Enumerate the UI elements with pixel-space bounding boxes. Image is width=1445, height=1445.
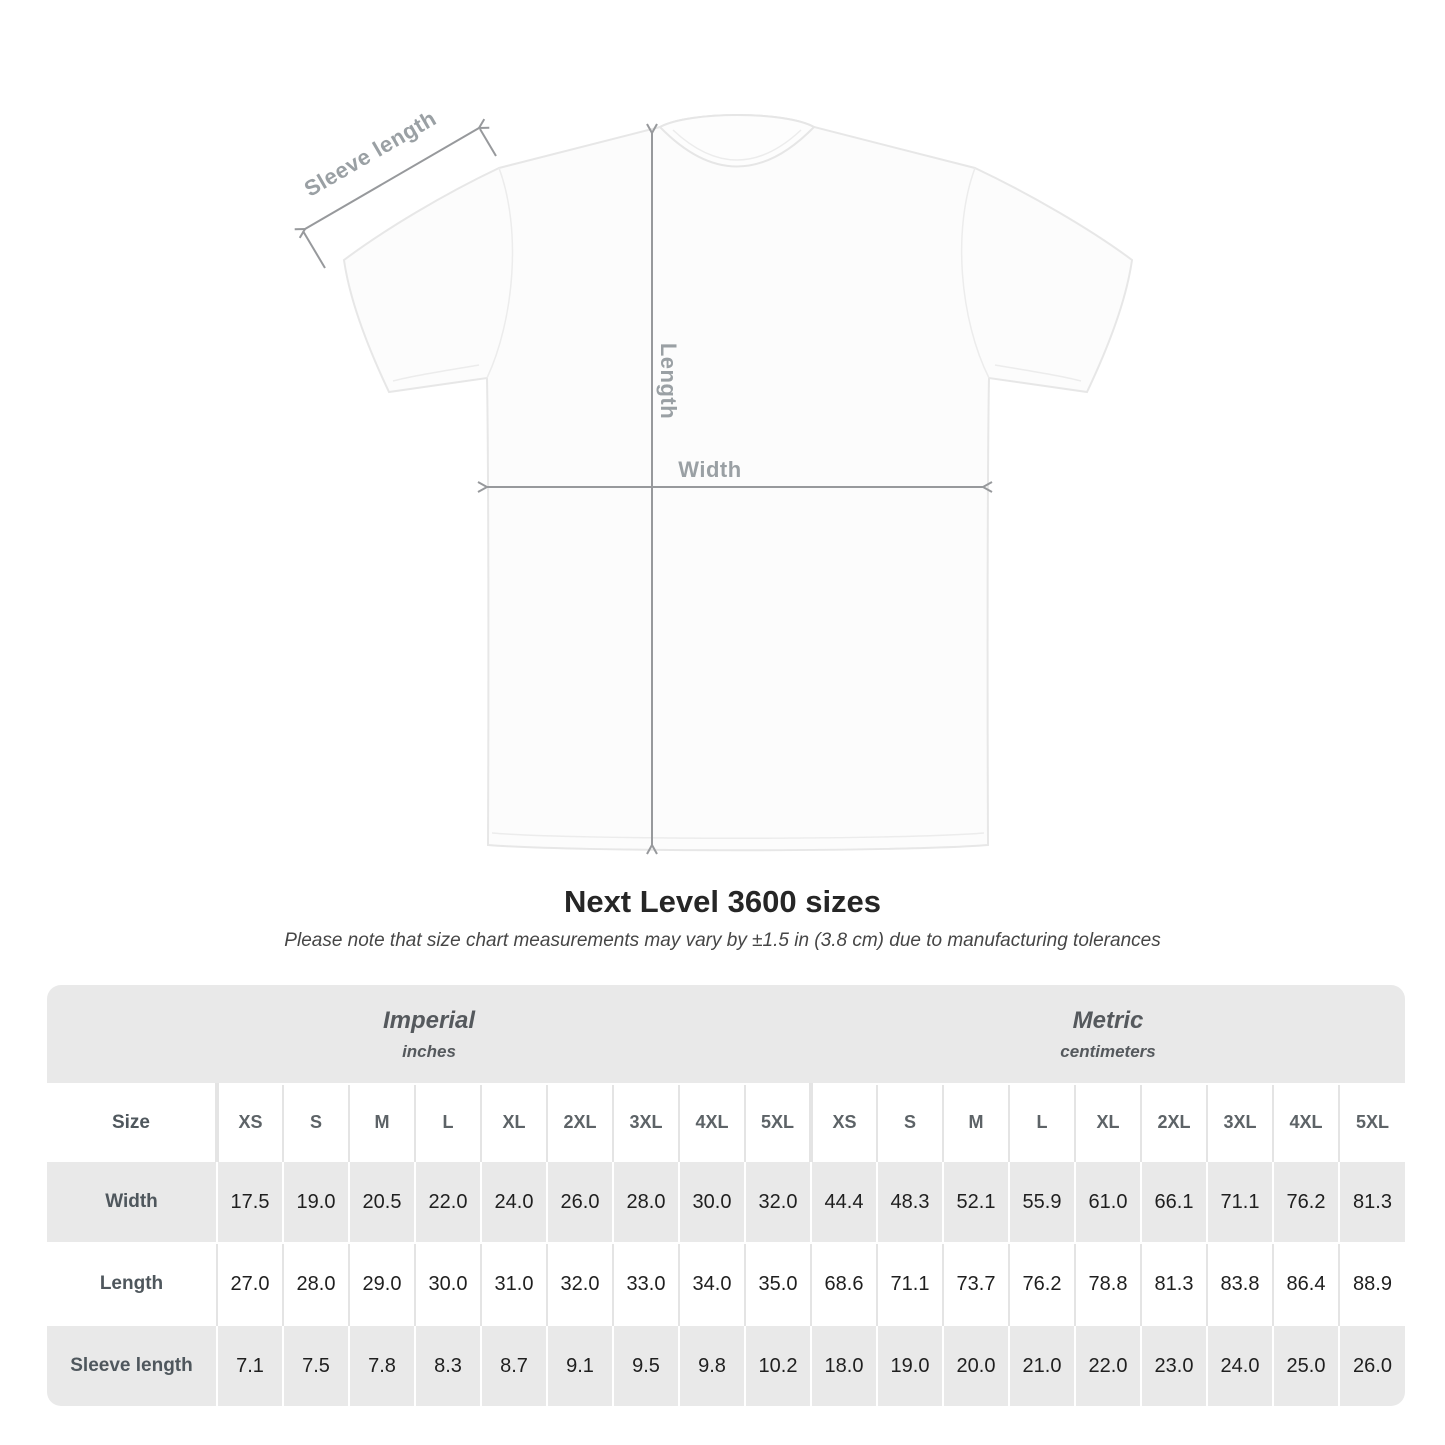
size-table bbox=[47, 985, 1405, 1406]
value-cell-metric: 68.6 bbox=[811, 1243, 877, 1325]
value-cell-metric: 88.9 bbox=[1339, 1243, 1405, 1325]
size-table-body bbox=[47, 1161, 1405, 1406]
value-cell-metric: 81.3 bbox=[1339, 1161, 1405, 1243]
value-cell-metric: 19.0 bbox=[877, 1325, 943, 1406]
row-label: Width bbox=[47, 1161, 217, 1243]
value-cell-metric: 44.4 bbox=[811, 1161, 877, 1243]
value-cell-imperial: 35.0 bbox=[745, 1243, 811, 1325]
size-col-header-imperial: S bbox=[283, 1084, 349, 1161]
size-header-label: Size bbox=[47, 1084, 217, 1161]
value-cell-metric: 71.1 bbox=[1207, 1161, 1273, 1243]
page-title: Next Level 3600 sizes bbox=[563, 884, 882, 919]
value-cell-imperial: 7.8 bbox=[349, 1325, 415, 1406]
width-label: Width bbox=[678, 457, 742, 482]
sleeve-length-label: Sleeve length bbox=[299, 105, 441, 202]
row-label: Length bbox=[47, 1243, 217, 1325]
value-cell-imperial: 9.1 bbox=[547, 1325, 613, 1406]
value-cell-metric: 83.8 bbox=[1207, 1243, 1273, 1325]
size-col-header-metric: S bbox=[877, 1084, 943, 1161]
size-col-header-metric: M bbox=[943, 1084, 1009, 1161]
size-col-header-metric: L bbox=[1009, 1084, 1075, 1161]
value-cell-metric: 71.1 bbox=[877, 1243, 943, 1325]
size-header-row bbox=[47, 1084, 1405, 1161]
size-col-header-imperial: XS bbox=[217, 1084, 283, 1161]
value-cell-imperial: 7.1 bbox=[217, 1325, 283, 1406]
value-cell-metric: 76.2 bbox=[1273, 1161, 1339, 1243]
value-cell-metric: 78.8 bbox=[1075, 1243, 1141, 1325]
value-cell-imperial: 24.0 bbox=[481, 1161, 547, 1243]
value-cell-metric: 55.9 bbox=[1009, 1161, 1075, 1243]
heading-block bbox=[0, 884, 1445, 952]
page-subtitle: Please note that size chart measurements may vary by ±1.5 in (3.8 cm) due to manufacturing tolerances bbox=[284, 930, 1161, 951]
size-col-header-imperial: L bbox=[415, 1084, 481, 1161]
value-cell-imperial: 34.0 bbox=[679, 1243, 745, 1325]
size-col-header-metric: XS bbox=[811, 1084, 877, 1161]
imperial-group-label: Imperial bbox=[382, 1006, 476, 1034]
row-label: Sleeve length bbox=[47, 1325, 217, 1406]
value-cell-imperial: 19.0 bbox=[283, 1161, 349, 1243]
size-col-header-metric: 5XL bbox=[1339, 1084, 1405, 1161]
size-col-header-metric: XL bbox=[1075, 1084, 1141, 1161]
value-cell-imperial: 28.0 bbox=[613, 1161, 679, 1243]
tshirt-body bbox=[344, 115, 1132, 850]
sleeve-arrow-extension-lower bbox=[303, 231, 325, 268]
value-cell-imperial: 30.0 bbox=[415, 1243, 481, 1325]
value-cell-metric: 61.0 bbox=[1075, 1161, 1141, 1243]
size-col-header-metric: 3XL bbox=[1207, 1084, 1273, 1161]
value-cell-metric: 81.3 bbox=[1141, 1243, 1207, 1325]
value-cell-imperial: 32.0 bbox=[745, 1161, 811, 1243]
value-cell-imperial: 31.0 bbox=[481, 1243, 547, 1325]
value-cell-imperial: 8.7 bbox=[481, 1325, 547, 1406]
size-col-header-metric: 4XL bbox=[1273, 1084, 1339, 1161]
value-cell-imperial: 17.5 bbox=[217, 1161, 283, 1243]
sleeve-arrow-extension-upper bbox=[480, 129, 496, 156]
value-cell-imperial: 9.8 bbox=[679, 1325, 745, 1406]
value-cell-imperial: 33.0 bbox=[613, 1243, 679, 1325]
measurement-row bbox=[47, 1161, 1405, 1243]
value-cell-metric: 22.0 bbox=[1075, 1325, 1141, 1406]
value-cell-metric: 18.0 bbox=[811, 1325, 877, 1406]
value-cell-metric: 86.4 bbox=[1273, 1243, 1339, 1325]
measurement-row bbox=[47, 1243, 1405, 1325]
measurement-row bbox=[47, 1325, 1405, 1406]
metric-group-header bbox=[811, 985, 1405, 1084]
value-cell-imperial: 9.5 bbox=[613, 1325, 679, 1406]
imperial-group-header bbox=[47, 985, 811, 1084]
value-cell-metric: 20.0 bbox=[943, 1325, 1009, 1406]
value-cell-metric: 24.0 bbox=[1207, 1325, 1273, 1406]
size-table-wrap bbox=[47, 985, 1405, 1406]
value-cell-metric: 26.0 bbox=[1339, 1325, 1405, 1406]
metric-group-label: Metric bbox=[1072, 1006, 1144, 1034]
size-col-header-imperial: 3XL bbox=[613, 1084, 679, 1161]
value-cell-metric: 21.0 bbox=[1009, 1325, 1075, 1406]
imperial-group-unit: inches bbox=[402, 1041, 456, 1061]
size-col-header-imperial: M bbox=[349, 1084, 415, 1161]
value-cell-imperial: 29.0 bbox=[349, 1243, 415, 1325]
length-label: Length bbox=[656, 342, 681, 420]
value-cell-imperial: 30.0 bbox=[679, 1161, 745, 1243]
value-cell-imperial: 27.0 bbox=[217, 1243, 283, 1325]
size-col-header-imperial: 5XL bbox=[745, 1084, 811, 1161]
value-cell-imperial: 10.2 bbox=[745, 1325, 811, 1406]
value-cell-imperial: 32.0 bbox=[547, 1243, 613, 1325]
unit-group-row bbox=[47, 985, 1405, 1084]
value-cell-imperial: 7.5 bbox=[283, 1325, 349, 1406]
value-cell-imperial: 8.3 bbox=[415, 1325, 481, 1406]
value-cell-metric: 25.0 bbox=[1273, 1325, 1339, 1406]
value-cell-metric: 23.0 bbox=[1141, 1325, 1207, 1406]
size-col-header-imperial: XL bbox=[481, 1084, 547, 1161]
value-cell-metric: 48.3 bbox=[877, 1161, 943, 1243]
value-cell-metric: 76.2 bbox=[1009, 1243, 1075, 1325]
value-cell-imperial: 26.0 bbox=[547, 1161, 613, 1243]
value-cell-metric: 66.1 bbox=[1141, 1161, 1207, 1243]
size-col-header-imperial: 2XL bbox=[547, 1084, 613, 1161]
size-col-header-imperial: 4XL bbox=[679, 1084, 745, 1161]
metric-group-unit: centimeters bbox=[1060, 1041, 1156, 1061]
value-cell-imperial: 28.0 bbox=[283, 1243, 349, 1325]
value-cell-metric: 73.7 bbox=[943, 1243, 1009, 1325]
value-cell-imperial: 22.0 bbox=[415, 1161, 481, 1243]
value-cell-metric: 52.1 bbox=[943, 1161, 1009, 1243]
size-col-header-metric: 2XL bbox=[1141, 1084, 1207, 1161]
value-cell-imperial: 20.5 bbox=[349, 1161, 415, 1243]
